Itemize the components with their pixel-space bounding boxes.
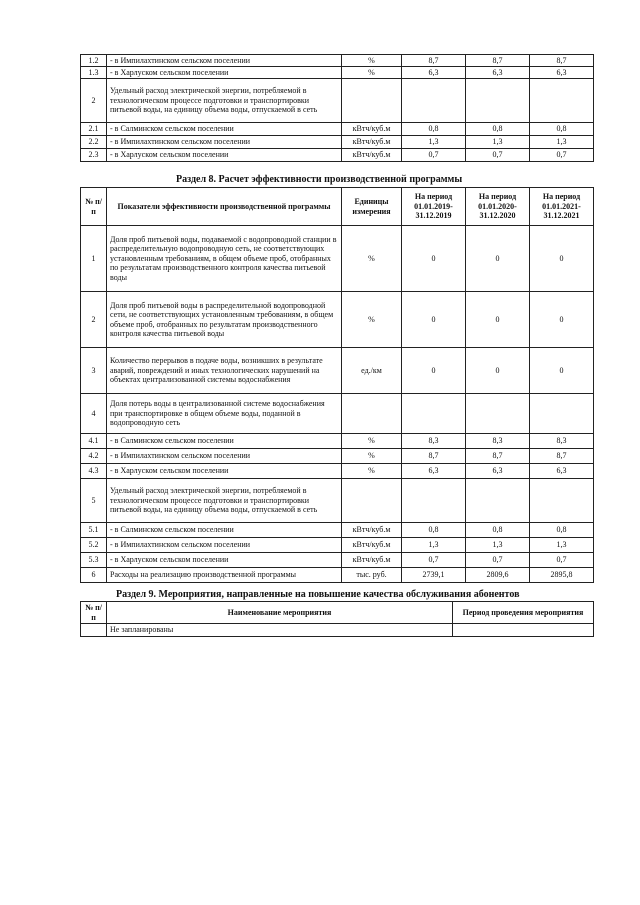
table-row [81,624,594,637]
header-period-2021: На период 01.01.2021-31.12.2021 [530,188,594,226]
row-number: 5.1 [81,523,107,538]
row-value-2020: 0 [466,292,530,348]
table-row [81,136,594,149]
row-unit: % [342,464,402,479]
row-value-2020: 6,3 [466,67,530,79]
row-measure-period [453,624,594,637]
row-value-2021 [530,394,594,434]
table-row [81,568,594,583]
table-row [81,464,594,479]
row-unit: кВтч/куб.м [342,553,402,568]
row-value-2021: 8,3 [530,434,594,449]
row-value-2019: 6,3 [402,67,466,79]
row-unit [342,394,402,434]
row-indicator: - в Харлуском сельском поселении [107,464,342,479]
row-indicator: - в Харлуском сельском поселении [107,553,342,568]
row-indicator: - в Импилахтинском сельском поселении [107,55,342,67]
table-row [81,67,594,79]
row-value-2019: 1,3 [402,136,466,149]
row-indicator: Удельный расход электрической энергии, потребляемой в технологическом процессе подготовки и транспортировки питьевой воды, на единицу объема воды, отпускаемой в сеть [107,79,342,123]
table-row [81,479,594,523]
table-row [81,449,594,464]
row-unit: кВтч/куб.м [342,136,402,149]
row-unit: кВтч/куб.м [342,149,402,162]
row-value-2020 [466,79,530,123]
row-number: 6 [81,568,107,583]
row-unit [342,479,402,523]
row-value-2020: 1,3 [466,136,530,149]
row-value-2019: 1,3 [402,538,466,553]
row-number: 4.3 [81,464,107,479]
row-indicator: - в Импилахтинском сельском поселении [107,449,342,464]
row-indicator: - в Импилахтинском сельском поселении [107,136,342,149]
table-row [81,523,594,538]
row-value-2020 [466,479,530,523]
row-value-2020: 2809,6 [466,568,530,583]
row-unit: % [342,449,402,464]
row-value-2021: 8,7 [530,449,594,464]
row-value-2019: 0 [402,348,466,394]
header-number: № п/п [81,602,107,624]
row-unit: % [342,434,402,449]
row-number: 5 [81,479,107,523]
row-unit: кВтч/куб.м [342,123,402,136]
row-value-2019 [402,479,466,523]
row-unit: % [342,226,402,292]
row-value-2021 [530,479,594,523]
row-number: 3 [81,348,107,394]
table-row [81,79,594,123]
row-value-2019: 0,8 [402,123,466,136]
row-number: 2.1 [81,123,107,136]
row-value-2020: 0 [466,348,530,394]
row-value-2020 [466,394,530,434]
row-value-2021: 0,8 [530,123,594,136]
row-indicator: - в Харлуском сельском поселении [107,67,342,79]
row-indicator: - в Харлуском сельском поселении [107,149,342,162]
row-number: 2 [81,79,107,123]
table-header-row [81,188,594,226]
row-number: 2 [81,292,107,348]
row-value-2020: 0,7 [466,553,530,568]
row-value-2020: 8,7 [466,449,530,464]
table-section-9-body [81,624,594,637]
row-unit: тыс. руб. [342,568,402,583]
row-number: 1 [81,226,107,292]
header-measure-period: Период проведения мероприятия [453,602,594,624]
row-value-2021: 2895,8 [530,568,594,583]
row-unit: ед./км [342,348,402,394]
row-value-2019: 0,7 [402,553,466,568]
row-indicator: Расходы на реализацию производственной программы [107,568,342,583]
row-value-2019: 8,3 [402,434,466,449]
row-value-2020: 0,7 [466,149,530,162]
row-indicator: Количество перерывов в подаче воды, возникших в результате аварий, повреждений и иных технологических нарушений на объектах централизованной системы водоснабжения [107,348,342,394]
row-number: 1.3 [81,67,107,79]
row-number [81,624,107,637]
row-value-2021: 0 [530,292,594,348]
table-header-row [81,602,594,624]
row-indicator: - в Салминском сельском поселении [107,523,342,538]
header-period-2020: На период 01.01.2020-31.12.2020 [466,188,530,226]
row-value-2019: 0 [402,226,466,292]
row-value-2019: 2739,1 [402,568,466,583]
row-value-2021: 0 [530,226,594,292]
section-8-title: Раздел 8. Расчет эффективности производственной программы [176,174,463,185]
row-unit: кВтч/куб.м [342,523,402,538]
row-indicator: Удельный расход электрической энергии, потребляемой в технологическом процессе подготовки и транспортировки питьевой воды, на единицу объема воды, отпускаемой в сеть [107,479,342,523]
row-indicator: Доля потерь воды в централизованной системе водоснабжения при транспортировке в общем объеме воды, поданной в водопроводную сеть [107,394,342,434]
row-value-2019: 8,7 [402,449,466,464]
table-continuation [80,54,594,162]
row-value-2020: 8,3 [466,434,530,449]
table-section-8 [80,187,594,583]
row-unit: % [342,67,402,79]
row-value-2021: 1,3 [530,136,594,149]
row-value-2021: 0,7 [530,553,594,568]
header-measure-name: Наименование мероприятия [107,602,453,624]
row-number: 2.2 [81,136,107,149]
table-row [81,292,594,348]
table-row [81,394,594,434]
row-indicator: - в Салминском сельском поселении [107,123,342,136]
row-value-2020: 6,3 [466,464,530,479]
row-value-2019: 0,7 [402,149,466,162]
row-unit: % [342,292,402,348]
row-number: 5.3 [81,553,107,568]
row-indicator: - в Салминском сельском поселении [107,434,342,449]
row-unit: % [342,55,402,67]
table-continuation-body [81,55,594,162]
row-number: 2.3 [81,149,107,162]
row-value-2019: 8,7 [402,55,466,67]
table-row [81,348,594,394]
row-number: 4.1 [81,434,107,449]
row-value-2021: 0 [530,348,594,394]
row-value-2021: 1,3 [530,538,594,553]
row-indicator: Доля проб питьевой воды, подаваемой с водопроводной станции в распределительную водопроводную сеть, не соответствующих установленным требованиям, в общем объеме проб, отобранных по результатам производственного контроля качества питьевой воды [107,226,342,292]
table-row [81,553,594,568]
row-value-2019: 0 [402,292,466,348]
row-value-2019 [402,79,466,123]
row-measure-name: Не запланированы [107,624,453,637]
table-section-9 [80,601,594,637]
row-value-2021: 0,8 [530,523,594,538]
row-indicator: Доля проб питьевой воды в распределительной водопроводной сети, не соответствующих установленным требованиям, в общем объеме проб, отобранных по результатам производственного контроля качества питьевой воды [107,292,342,348]
row-value-2020: 8,7 [466,55,530,67]
header-indicator: Показатели эффективности производственной программы [107,188,342,226]
row-value-2020: 0 [466,226,530,292]
table-section-8-body [81,226,594,583]
row-value-2021 [530,79,594,123]
table-row [81,55,594,67]
header-number: № п/п [81,188,107,226]
row-unit [342,79,402,123]
table-row [81,149,594,162]
row-indicator: - в Импилахтинском сельском поселении [107,538,342,553]
table-row [81,538,594,553]
section-9-title: Раздел 9. Мероприятия, направленные на повышение качества обслуживания абонентов [116,589,520,600]
row-number: 1.2 [81,55,107,67]
table-row [81,434,594,449]
table-row [81,226,594,292]
header-unit: Единицы измерения [342,188,402,226]
row-value-2021: 6,3 [530,464,594,479]
row-number: 4.2 [81,449,107,464]
row-value-2020: 1,3 [466,538,530,553]
row-value-2020: 0,8 [466,523,530,538]
row-number: 4 [81,394,107,434]
row-value-2019: 6,3 [402,464,466,479]
row-value-2021: 0,7 [530,149,594,162]
row-value-2021: 6,3 [530,67,594,79]
header-period-2019: На период 01.01.2019-31.12.2019 [402,188,466,226]
row-number: 5.2 [81,538,107,553]
row-value-2020: 0,8 [466,123,530,136]
row-value-2019: 0,8 [402,523,466,538]
table-row [81,123,594,136]
row-value-2019 [402,394,466,434]
row-unit: кВтч/куб.м [342,538,402,553]
row-value-2021: 8,7 [530,55,594,67]
